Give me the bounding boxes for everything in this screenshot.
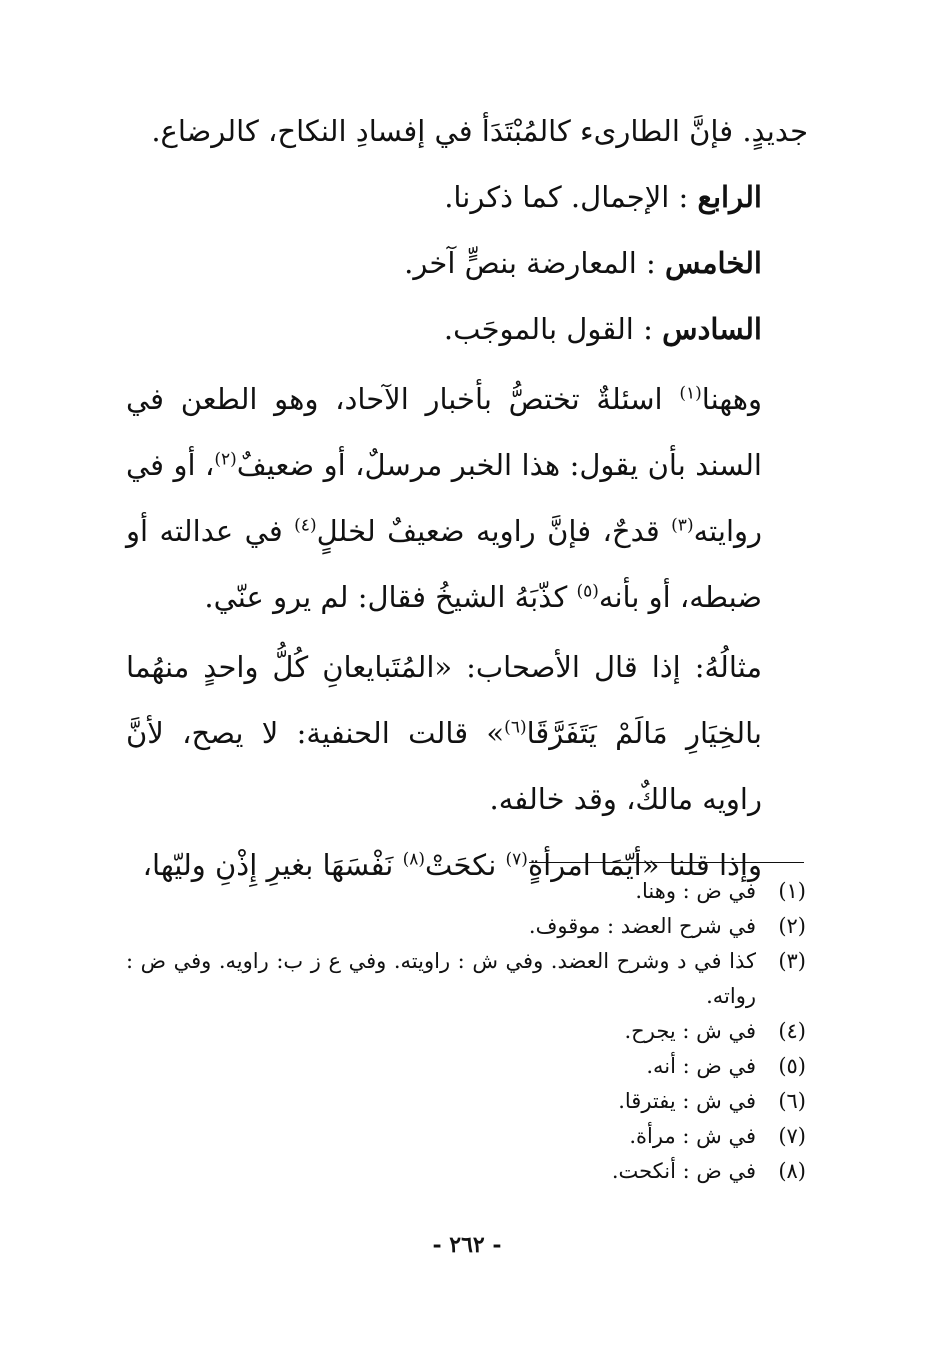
footnote-text: كذا في د وشرح العضد. وفي ش : راويته. وفي ع ز ب: راويه. وفي ض : رواته. xyxy=(126,949,756,1008)
footnote-text: في ش : يجرح. xyxy=(624,1019,756,1043)
footnote-number: (٥) xyxy=(778,1054,806,1078)
paragraph-example-part: مثالُهُ: إذا قال الأصحاب: «المُتَبايعانِ كُلُّ واحدٍ منهُما بالخِيَارِ مَالَمْ يَتَفَرَّقَا xyxy=(126,650,762,750)
item-fifth-text: : المعارضة بنصٍّ آخر. xyxy=(404,246,656,280)
footnote-text: في شرح العضد : موقوف. xyxy=(528,914,756,938)
item-sixth-label: السادس xyxy=(662,312,762,346)
footnote-ref-6[interactable]: (٦) xyxy=(504,717,527,738)
item-fifth xyxy=(126,230,808,296)
footnote-item xyxy=(126,1119,806,1154)
paragraph-hadith-part: وإذا قلنا «أيّمَا امرأةٍ xyxy=(527,848,762,882)
footnote-divider xyxy=(529,862,804,863)
paragraph-hadith-part: نَفْسَهَا بغيرِ إِذْنِ وليّها، xyxy=(142,848,403,882)
text-line-opening xyxy=(126,98,808,164)
main-text xyxy=(126,98,808,898)
footnotes xyxy=(126,874,806,1189)
paragraph-hadith-part: نكحَتْ xyxy=(425,848,506,882)
item-fourth-text: : الإجمال. كما ذكرنا. xyxy=(444,180,689,214)
footnote-item xyxy=(126,874,806,909)
footnote-item xyxy=(126,944,806,1014)
footnote-text: في ش : مرأة. xyxy=(629,1124,756,1148)
page-number: - ٢٦٢ - xyxy=(432,1232,502,1258)
footnote-number: (٤) xyxy=(778,1019,806,1043)
paragraph-objections-part: اسئلةٌ تختصُّ بأخبار الآحاد، وهو الطعن في السند بأن يقول: هذا الخبر مرسلٌ، أو ضعيفٌ xyxy=(126,382,762,482)
item-fifth-label: الخامس xyxy=(665,246,762,280)
footnote-text: في ض : أنه. xyxy=(646,1054,756,1078)
item-fourth-label: الرابع xyxy=(697,180,762,214)
footnote-item xyxy=(126,1154,806,1189)
footnote-item xyxy=(126,1049,806,1084)
paragraph-example xyxy=(126,634,808,832)
footnote-text: في ض : وهنا. xyxy=(635,879,756,903)
footnote-item xyxy=(126,909,806,944)
footnote-number: (٦) xyxy=(778,1089,806,1113)
paragraph-objections-part: كذّبَهُ الشيخُ فقال: لم يرو عنّي. xyxy=(204,580,577,614)
paragraph-objections-part: في عدالته أو ضبطه، أو بأنه xyxy=(126,514,762,614)
paragraph-objections-part: وههنا xyxy=(701,382,762,416)
footnote-ref-7[interactable]: (٧) xyxy=(505,849,528,870)
footnote-ref-8[interactable]: (٨) xyxy=(402,849,425,870)
footnote-text: في ض : أنكحت. xyxy=(611,1159,756,1183)
paragraph-objections-part: قدحٌ، فإنَّ راويه ضعيفٌ لخللٍ xyxy=(316,514,672,548)
footnote-number: (٢) xyxy=(778,914,806,938)
footnote-number: (٨) xyxy=(778,1159,806,1183)
footnote-item xyxy=(126,1014,806,1049)
footnote-ref-2[interactable]: (٢) xyxy=(214,449,237,470)
footnote-ref-4[interactable]: (٤) xyxy=(294,515,317,536)
footnote-item xyxy=(126,1084,806,1119)
footnote-ref-3[interactable]: (٣) xyxy=(671,515,694,536)
footnote-number: (١) xyxy=(778,879,806,903)
footnote-number: (٧) xyxy=(778,1124,806,1148)
opening-sentence: جديدٍ. فإنَّ الطارىء كالمُبْتَدَأ في إفسادِ النكاح، كالرضاع. xyxy=(151,114,808,148)
item-sixth-text: : القول بالموجَب. xyxy=(443,312,653,346)
footnote-text: في ش : يفترقا. xyxy=(618,1089,756,1113)
item-fourth xyxy=(126,164,808,230)
paragraph-objections xyxy=(126,366,808,630)
footnote-ref-1[interactable]: (١) xyxy=(679,383,702,404)
paragraph-objections-part: ، أو في روايته xyxy=(126,448,763,548)
footnote-number: (٣) xyxy=(778,949,806,973)
item-sixth xyxy=(126,296,808,362)
footnote-ref-5[interactable]: (٥) xyxy=(576,581,599,602)
paragraph-example-part: » قالت الحنفية: لا يصح، لأنَّ راويه مالكٌ، وقد خالفه. xyxy=(126,716,762,816)
